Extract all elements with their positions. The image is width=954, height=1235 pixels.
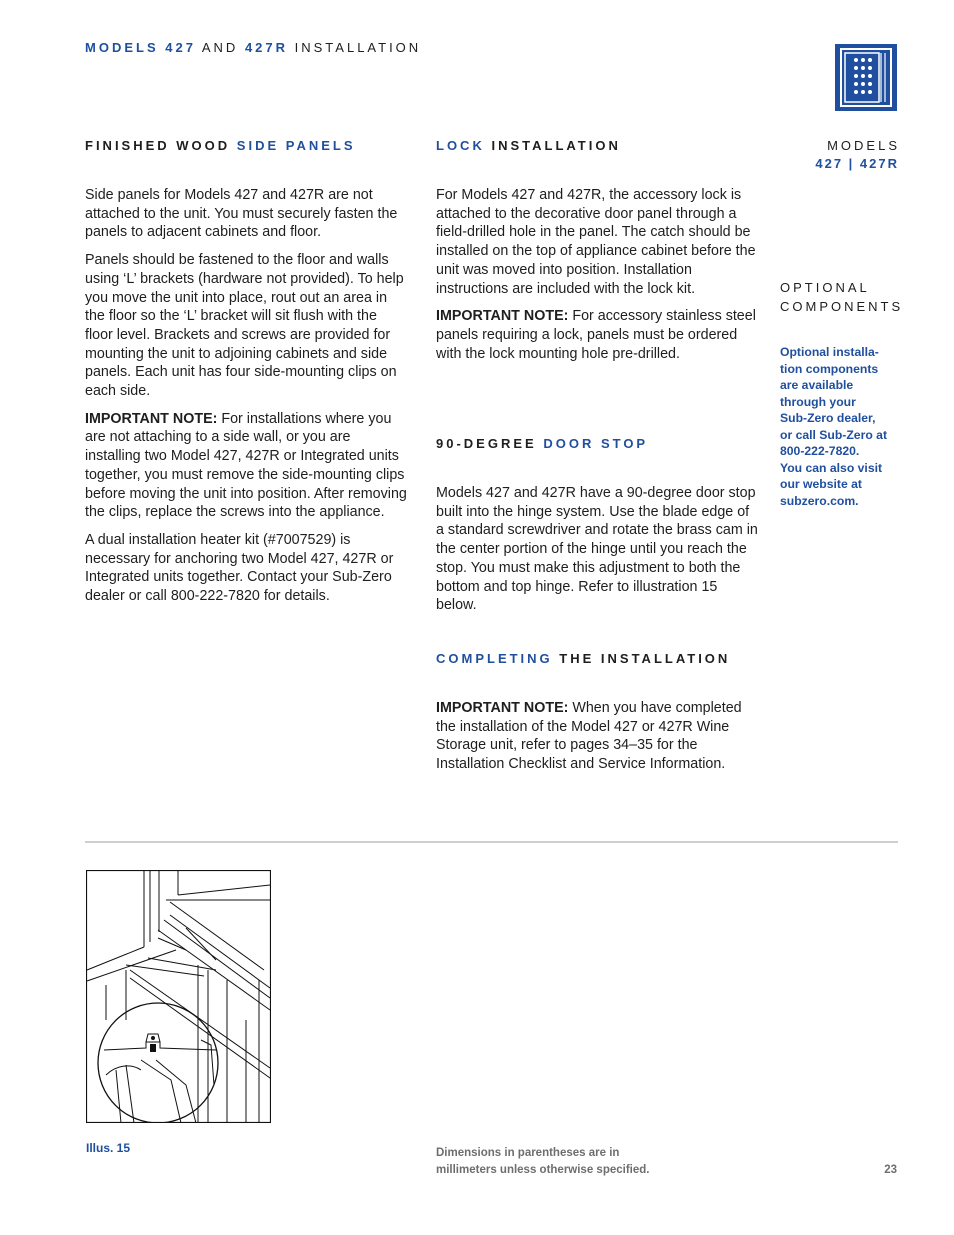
footer-line-2: millimeters unless otherwise specified. (436, 1164, 650, 1176)
door-stop-title (436, 436, 758, 451)
completing-title (436, 651, 758, 666)
lock-title-plain: INSTALLATION (491, 138, 621, 153)
completing-title-plain: THE INSTALLATION (559, 651, 731, 666)
sidebar-optional-line-2: COMPONENTS (780, 299, 904, 314)
lock-section (436, 138, 758, 372)
door-stop-title-plain: 90-DEGREE (436, 436, 537, 451)
side-panels-paragraph-3-text: For installations where you are not attaching to a side wall, or you are installing two Model 427, 427R or Integrated units together, you must remove the side-mounting clips before moving the unit into position. After removing the clips, replace the screws into the appliance. (85, 410, 407, 521)
sidebar-models-label: MODELS (827, 138, 900, 153)
important-note-label: IMPORTANT NOTE: (85, 410, 218, 427)
footer-line-1: Dimensions in parentheses are in (436, 1147, 620, 1159)
lock-title-bold: LOCK (436, 138, 485, 153)
sidebar-models (780, 138, 900, 171)
hinge-door-stop-illustration (86, 870, 271, 1123)
footer-note (436, 1145, 649, 1179)
wine-storage-unit-icon (835, 44, 897, 111)
sidebar-note-line: are available (780, 378, 854, 392)
sidebar-note-line: through your (780, 394, 856, 409)
sidebar-note (780, 344, 940, 509)
side-panels-paragraph-4: A dual installation heater kit (#7007529) is necessary for anchoring two Model 427, 427R or Integrated units together. Contact your Sub-Zero dealer or call 800-222-7820 for details. (85, 531, 394, 605)
side-panels-title-bold: SIDE PANELS (236, 138, 356, 153)
door-stop-title-bold: DOOR STOP (543, 436, 649, 451)
header-model-b: 427R (244, 40, 289, 55)
sidebar-note-line: tion components (780, 361, 879, 376)
illustration-caption: Illus. 15 (86, 1141, 131, 1155)
side-panels-title-plain: FINISHED WOOD (85, 138, 231, 153)
sidebar-note-line: You can also visit (780, 460, 883, 475)
sidebar-note-line: Sub-Zero dealer, (780, 411, 876, 425)
sidebar-note-line: our website at (780, 477, 862, 491)
completing-section (436, 651, 758, 783)
side-panels-paragraph-1: Side panels for Models 427 and 427R are not attached to the unit. You must securely fasten the panels to adjacent cabinets and floor. (85, 187, 398, 241)
header-model-a: 427 (165, 40, 196, 55)
side-panels-paragraph-2: Panels should be fastened to the floor and walls using ‘L’ brackets (hardware not provided). To help you move the unit into place, rout out an area in the floor so the ‘L’ bracket will sit flush with the floor level. Brackets and screws are provided for mounting the unit to adjoining cabinets and side panels. Each unit has four side-mounting clips on each side. (85, 252, 404, 400)
header-and-word: AND (201, 40, 239, 55)
header-models-word: MODELS (85, 40, 159, 55)
sidebar-note-line: Optional installa- (780, 345, 879, 359)
sidebar-optional-line-1: OPTIONAL (780, 280, 870, 295)
completing-paragraph-1-text: When you have completed the installation of the Model 427 or 427R Wine Storage unit, refer to pages 34–35 for the Installation Checklist and Service Information. (436, 700, 742, 773)
lock-paragraph-2-text: For accessory stainless steel panels requiring a lock, panels must be ordered with the lock mounting hole pre-drilled. (436, 308, 756, 362)
completing-paragraph-1 (436, 699, 758, 774)
page-number: 23 (884, 1164, 897, 1176)
side-panels-paragraph-3 (85, 410, 407, 522)
door-stop-paragraph-1: Models 427 and 427R have a 90-degree door stop built into the hinge system. Use the blade edge of a standard screwdriver and rotate the brass cam in the center portion of the hinge until you reach the stop. You must make this adjustment to both the bottom and top hinge. Refer to illustration 15 below. (436, 485, 758, 614)
sidebar-note-line: 800-222-7820. (780, 444, 860, 458)
important-note-label: IMPORTANT NOTE: (436, 700, 569, 716)
header-installation-word: INSTALLATION (294, 40, 422, 55)
important-note-label: IMPORTANT NOTE: (436, 308, 569, 325)
lock-paragraph-2 (436, 307, 758, 363)
lock-title (436, 138, 758, 153)
lock-paragraph-1: For Models 427 and 427R, the accessory lock is attached to the decorative door panel through a field-drilled hole in the panel. The catch should be installed on the top of appliance cabinet before the unit was moved into position. Installation instructions are included with the lock kit. (436, 187, 756, 297)
section-divider (85, 841, 898, 843)
sidebar-note-line: or call Sub-Zero at (780, 427, 887, 442)
sidebar-optional-heading (780, 278, 950, 316)
side-panels-title (85, 138, 407, 153)
page-header (85, 40, 421, 55)
sidebar-models-numbers: 427 | 427R (815, 156, 899, 171)
door-stop-section (436, 436, 758, 624)
sidebar-note-line: subzero.com. (780, 493, 859, 508)
completing-title-bold: COMPLETING (436, 651, 553, 666)
side-panels-section (85, 138, 407, 615)
